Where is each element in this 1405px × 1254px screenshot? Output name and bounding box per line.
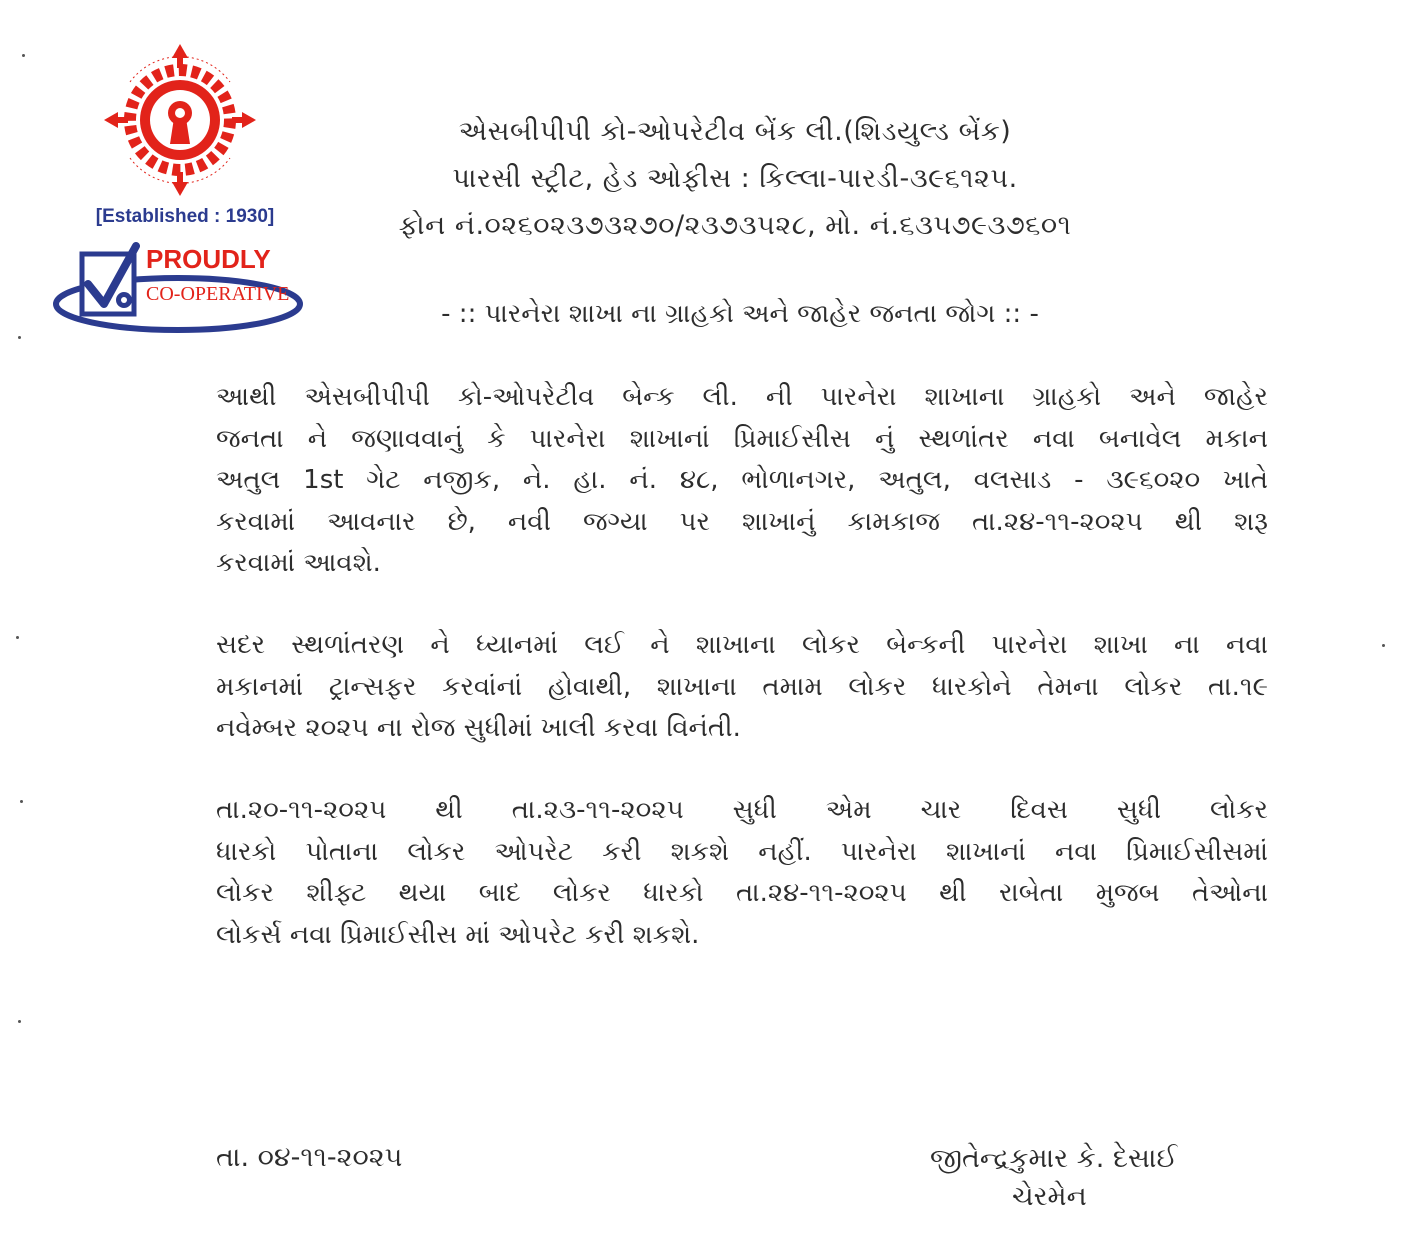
paragraph-locker-vacate [216, 625, 1268, 750]
gear-keyhole-icon [100, 40, 260, 200]
text-line: મકાનમાં ટ્રાન્સફર કરવાંનાં હોવાથી, શાખાના તમામ લોકર ધારકોને તેમના લોકર તા.૧૯ [216, 671, 1268, 702]
bank-phone: ફોન નં.૦૨૬૦૨૩૭૩૨૭૦/૨૩૭૩૫૨૮, મો. નં.૬૩૫૭૯૩૭૬૦૧ [398, 210, 1072, 241]
text-line: આથી એસબીપીપી કો-ઓપરેટીવ બેન્ક લી. ની પારનેરા શાખાના ગ્રાહકો અને જાહેર [216, 382, 1268, 412]
scan-speck [16, 636, 19, 639]
badge-line2: CO-OPERATIVE [146, 283, 290, 305]
scan-speck [18, 336, 21, 339]
signatory-designation: ચેરમેન [1012, 1181, 1087, 1212]
scan-speck [1382, 644, 1385, 647]
established-label: [Established : 1930] [95, 206, 275, 227]
notice-date: તા. ૦૪-૧૧-૨૦૨૫ [216, 1142, 403, 1173]
text-line: લોકર્સ નવા પ્રિમાઈસીસ માં ઓપરેટ કરી શકશે. [216, 919, 700, 950]
text-line: તા.૨૦-૧૧-૨૦૨૫ થી તા.૨૩-૧૧-૨૦૨૫ સુધી એમ ચાર દિવસ સુધી લોકર [216, 795, 1268, 825]
text-line: કરવામાં આવશે. [216, 548, 381, 578]
text-line: અતુલ 1st ગેટ નજીક, ને. હા. નં. ૪૮, ભોળાનગર, અતુલ, વલસાડ - ૩૯૬૦૨૦ ખાતે [216, 465, 1268, 495]
signatory-name: જીતેન્દ્રકુમાર કે. દેસાઈ [930, 1143, 1178, 1174]
text-line: લોકર શીફ્ટ થયા બાદ લોકર ધારકો તા.૨૪-૧૧-૨૦૨૫ થી રાબેતા મુજબ તેઓના [216, 878, 1268, 908]
proudly-cooperative-badge [52, 234, 304, 336]
signature-block [930, 1140, 1230, 1216]
scan-speck [22, 54, 25, 57]
text-line: કરવામાં આવનાર છે, નવી જગ્યા પર શાખાનું કામકાજ તા.૨૪-૧૧-૨૦૨૫ થી શરૂ [216, 506, 1268, 537]
text-line: જનતા ને જણાવવાનું કે પારનેરા શાખાનાં પ્રિમાઈસીસ નું સ્થળાંતર નવા બનાવેલ મકાન [216, 423, 1268, 454]
bank-address: પારસી સ્ટ્રીટ, હેડ ઓફીસ : કિલ્લા-પારડી-૩૯૬૧૨૫. [452, 163, 1018, 194]
scan-speck [18, 1020, 21, 1023]
bank-name: એસબીપીપી કો-ઓપરેટીવ બેંક લી.(શિડયુલ્ડ બેંક) [458, 116, 1012, 147]
paragraph-relocation [216, 377, 1268, 585]
paragraph-locker-schedule [216, 790, 1268, 956]
notice-subject: - :: પારનેરા શાખા ના ગ્રાહકો અને જાહેર જનતા જોગ :: - [441, 299, 1039, 329]
bank-logo [40, 30, 322, 348]
text-line: નવેમ્બર ૨૦૨૫ ના રોજ સુધીમાં ખાલી કરવા વિનંતી. [216, 713, 741, 743]
text-line: સદર સ્થળાંતરણ ને ધ્યાનમાં લઈ ને શાખાના લોકર બેન્કની પારનેરા શાખા ના નવા [216, 630, 1268, 660]
bank-letterhead [300, 108, 1170, 249]
scan-speck [20, 800, 23, 803]
badge-line1: PROUDLY [146, 244, 271, 274]
text-line: ધારકો પોતાના લોકર ઓપરેટ કરી શકશે નહીં. પારનેરા શાખાનાં નવા પ્રિમાઈસીસમાં [216, 836, 1268, 867]
